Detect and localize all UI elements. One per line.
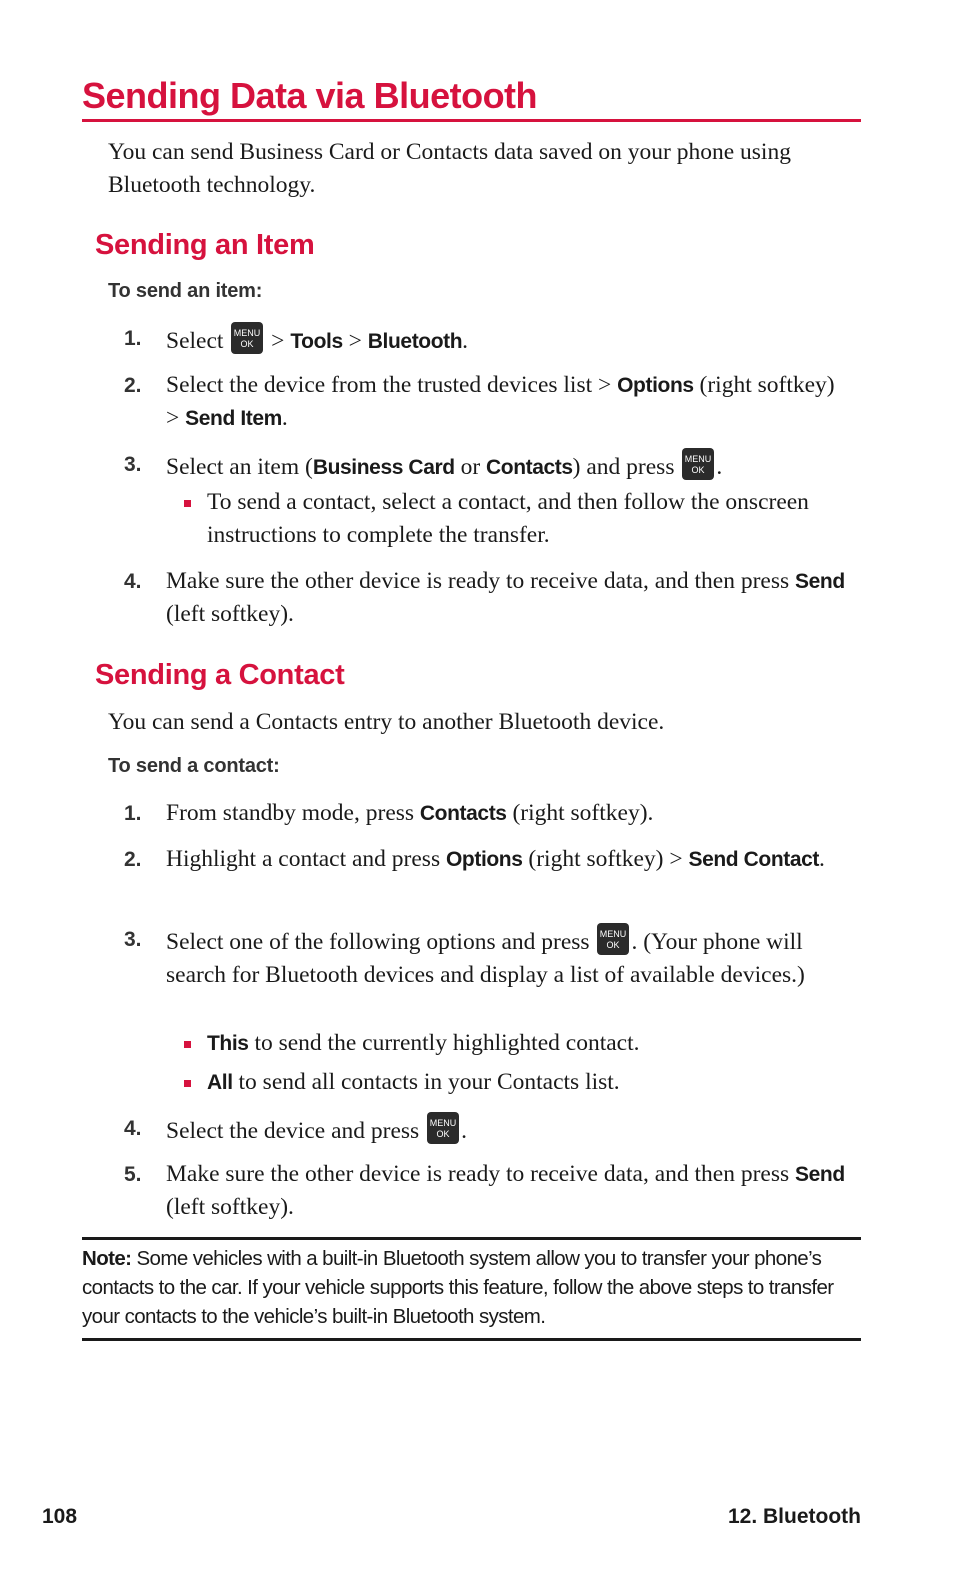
step-number: 4. xyxy=(124,570,142,593)
keyword-send: Send xyxy=(795,1163,845,1186)
svg-text:MENU: MENU xyxy=(234,328,261,338)
contact-intro-paragraph: You can send a Contacts entry to another Bluetooth device. xyxy=(108,709,665,735)
keyword-options: Options xyxy=(617,374,694,397)
section-heading-sending-a-contact: Sending a Contact xyxy=(95,659,345,691)
keyword-all: All xyxy=(207,1071,233,1094)
menu-ok-key-icon xyxy=(427,1112,459,1144)
note-box xyxy=(82,1244,864,1331)
step-text: Select the device from the trusted devices list > Options (right softkey) > Send Item. xyxy=(166,372,835,431)
menu-ok-key-icon xyxy=(231,322,263,354)
step-number: 1. xyxy=(124,802,142,825)
svg-text:OK: OK xyxy=(240,339,254,349)
svg-text:OK: OK xyxy=(691,465,705,475)
note-top-rule xyxy=(82,1237,861,1240)
step-number: 1. xyxy=(124,327,142,350)
intro-paragraph: You can send Business Card or Contacts data saved on your phone using Bluetooth technology. xyxy=(108,139,791,198)
step-text: Make sure the other device is ready to receive data, and then press Send (left softkey). xyxy=(166,1161,845,1220)
step-text: Make sure the other device is ready to receive data, and then press Send (left softkey). xyxy=(166,568,845,627)
step-number: 5. xyxy=(124,1163,142,1186)
step-number: 3. xyxy=(124,453,142,476)
section-heading-sending-an-item: Sending an Item xyxy=(95,229,315,261)
menu-ok-key-icon xyxy=(682,448,714,480)
bullet-square-icon xyxy=(184,500,191,507)
step-text: Select the device and press MENU OK . xyxy=(166,1112,846,1148)
svg-text:OK: OK xyxy=(606,940,620,950)
bullet-text: All to send all contacts in your Contacts list. xyxy=(207,1069,620,1095)
step-number: 4. xyxy=(124,1117,142,1140)
keyword-contacts: Contacts xyxy=(419,802,507,825)
bullet-square-icon xyxy=(184,1041,191,1048)
svg-text:OK: OK xyxy=(436,1129,450,1139)
note-text: Some vehicles with a built-in Bluetooth system allow you to transfer your phone’s contacts to the car. If your vehicle supports this feature, follow the above steps to transfer your contacts to the vehicle’s built-in Bluetooth system. xyxy=(82,1247,834,1328)
lead-to-send-an-item: To send an item: xyxy=(108,280,263,302)
keyword-bluetooth: Bluetooth xyxy=(367,330,463,353)
keyword-send-item: Send Item xyxy=(185,407,282,430)
lead-to-send-a-contact: To send a contact: xyxy=(108,755,280,777)
svg-text:MENU: MENU xyxy=(429,1118,457,1128)
step-number: 2. xyxy=(124,374,142,397)
chapter-label: 12. Bluetooth xyxy=(727,1505,861,1528)
title-underline xyxy=(82,119,861,122)
keyword-tools: Tools xyxy=(290,330,343,353)
keyword-send-contact: Send Contact xyxy=(688,848,820,871)
keyword-business-card: Business Card xyxy=(312,456,455,479)
bullet-square-icon xyxy=(184,1080,191,1087)
step-text: Select an item (Business Card or Contacts) and press MENU OK . xyxy=(166,448,846,484)
bullet-text: This to send the currently highlighted contact. xyxy=(207,1030,640,1056)
step-text: Select MENU OK > Tools > Bluetooth. xyxy=(166,322,846,358)
step-text: Select one of the following options and press MENU OK . (Your phone will search for Bluetooth devices and display a list of available devices.) xyxy=(166,923,846,992)
svg-text:MENU: MENU xyxy=(685,454,712,464)
page-number: 108 xyxy=(42,1505,78,1528)
svg-text:MENU: MENU xyxy=(600,929,627,939)
step-text: From standby mode, press Contacts (right softkey). xyxy=(166,800,654,826)
note-label: Note: xyxy=(82,1247,132,1270)
step-number: 2. xyxy=(124,848,142,871)
menu-ok-key-icon xyxy=(597,923,629,955)
step-text: Highlight a contact and press Options (right softkey) > Send Contact. xyxy=(166,846,825,872)
bullet-text: To send a contact, select a contact, and then follow the onscreen instructions to complete the transfer. xyxy=(207,489,809,548)
note-bottom-rule xyxy=(82,1338,861,1341)
keyword-send: Send xyxy=(795,570,845,593)
keyword-options: Options xyxy=(445,848,523,871)
step-number: 3. xyxy=(124,928,142,951)
keyword-contacts: Contacts xyxy=(486,456,573,479)
keyword-this: This xyxy=(207,1032,249,1055)
page-title: Sending Data via Bluetooth xyxy=(82,75,538,116)
